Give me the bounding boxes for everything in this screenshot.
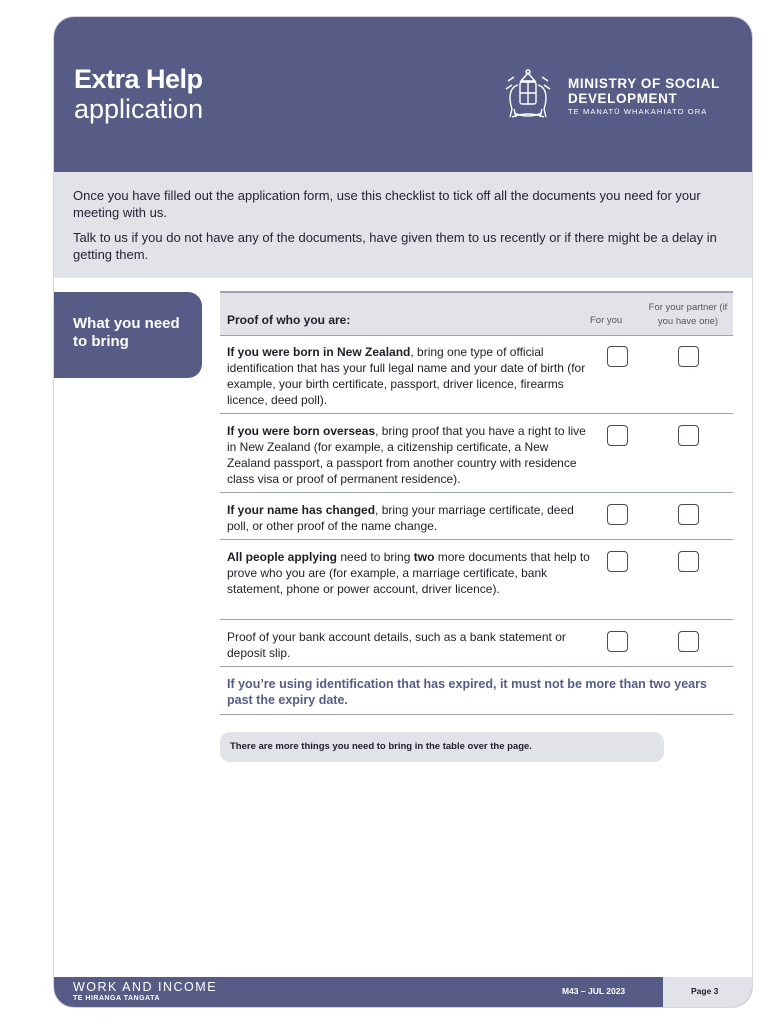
more-items-note bbox=[220, 732, 664, 762]
row-text: If you were born overseas, bring proof that you have a right to live in New Zealand (for example, a citizenship certificate, a New Zealand passport, a passport from another country with residence class visa or proof of permanent residence). bbox=[227, 424, 586, 486]
document-page bbox=[54, 17, 752, 1007]
ministry-maori-name: TE MANATŪ WHAKAHIATO ORA bbox=[568, 107, 708, 116]
row-text: If you were born in New Zealand, bring one type of official identification that has your full legal name and your date of birth (for example, your birth certificate, passport, driver licence, firearms licence, deed poll). bbox=[227, 345, 586, 407]
more-items-text: There are more things you need to bring in the table over the page. bbox=[230, 741, 532, 752]
footer-brand-maori: TE HIRANGA TANGATA bbox=[73, 995, 160, 1002]
section-tab-label: What you need to bring bbox=[73, 315, 180, 350]
table-row bbox=[220, 414, 733, 493]
nz-coat-of-arms-icon bbox=[500, 67, 556, 121]
table-row bbox=[220, 493, 733, 540]
table-row bbox=[220, 620, 733, 667]
checkbox-for-partner[interactable] bbox=[678, 504, 699, 525]
title-line2: application bbox=[74, 94, 204, 124]
ministry-name-line2: DEVELOPMENT bbox=[568, 91, 678, 106]
checkbox-for-partner[interactable] bbox=[678, 631, 699, 652]
table-row bbox=[220, 540, 733, 620]
column-for-partner: For your partner (if you have one) bbox=[648, 302, 728, 327]
page-header bbox=[54, 17, 752, 172]
checkbox-for-partner[interactable] bbox=[678, 346, 699, 367]
intro-panel bbox=[54, 172, 752, 278]
checkbox-for-partner[interactable] bbox=[678, 425, 699, 446]
row-text: All people applying need to bring two more documents that help to prove who you are (for example, a marriage certificate, bank statement, phone or power account, driver licence). bbox=[227, 550, 590, 596]
checkbox-for-partner[interactable] bbox=[678, 551, 699, 572]
table-heading: Proof of who you are: bbox=[227, 313, 351, 327]
row-text: Proof of your bank account details, such as a bank statement or deposit slip. bbox=[227, 630, 566, 660]
expired-id-note: If you’re using identification that has expired, it must not be more than two years past the expiry date. bbox=[227, 677, 707, 707]
footer-brand: WORK AND INCOME bbox=[73, 980, 218, 994]
table-row bbox=[220, 335, 733, 414]
ministry-name-line1: MINISTRY OF SOCIAL bbox=[568, 76, 720, 91]
form-code: M43 – JUL 2023 bbox=[562, 986, 626, 996]
checkbox-for-you[interactable] bbox=[607, 504, 628, 525]
checkbox-for-you[interactable] bbox=[607, 425, 628, 446]
checkbox-for-you[interactable] bbox=[607, 631, 628, 652]
intro-paragraph-2: Talk to us if you do not have any of the documents, have given them to us recently or if there might be a delay in getting them. bbox=[73, 230, 717, 262]
table-note-row bbox=[220, 667, 733, 715]
table-header bbox=[220, 291, 733, 336]
checkbox-for-you[interactable] bbox=[607, 346, 628, 367]
column-for-you: For you bbox=[590, 315, 623, 326]
section-tab bbox=[54, 292, 202, 378]
page-footer bbox=[54, 977, 752, 1007]
intro-paragraph-1: Once you have filled out the application form, use this checklist to tick off all the documents you need for your meeting with us. bbox=[73, 188, 701, 220]
row-text: If your name has changed, bring your marriage certificate, deed poll, or other proof of the name change. bbox=[227, 503, 574, 533]
page-number-box bbox=[663, 977, 752, 1007]
checkbox-for-you[interactable] bbox=[607, 551, 628, 572]
page-number: Page 3 bbox=[691, 986, 719, 996]
title-line1: Extra Help bbox=[74, 64, 203, 94]
